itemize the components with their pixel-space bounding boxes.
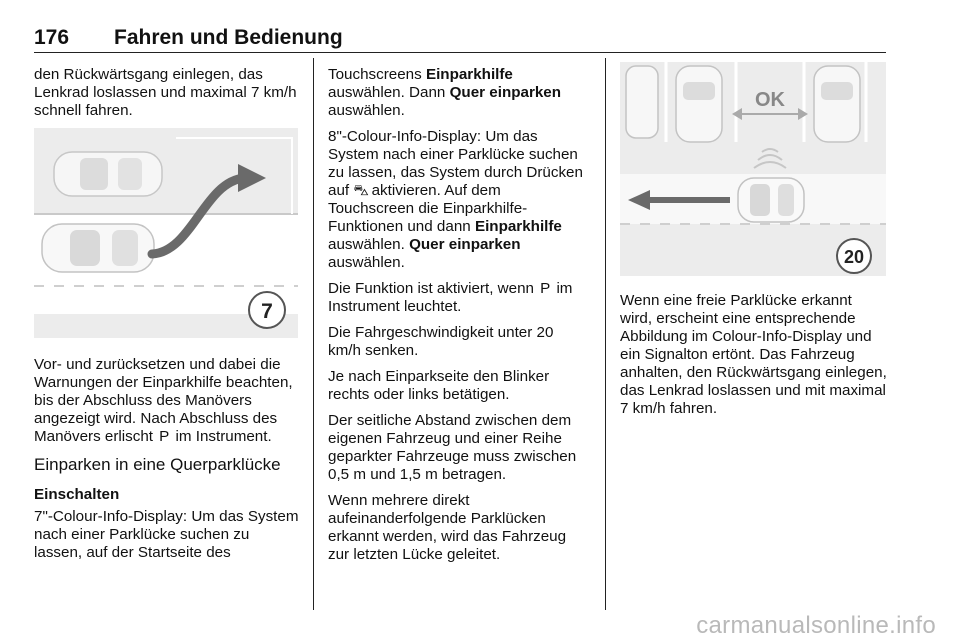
figure-7-number: 7 <box>261 300 273 323</box>
watermark: carmanualsonline.info <box>696 612 936 639</box>
col1-p2: 7"-Colour-Info-Display: Um das System nach einer Parklücke suchen zu lassen, auf der Startseite des <box>34 508 299 561</box>
subheading-einschalten: Einschalten <box>34 486 120 503</box>
col2-p5: Je nach Einparkseite den Blinker rechts oder links betätigen. <box>328 368 550 403</box>
car-button-icon: ⛍ <box>353 182 370 199</box>
column-2 <box>328 66 590 572</box>
own-car <box>42 224 154 272</box>
col1-intro: den Rückwärtsgang einlegen, das Lenkrad loslassen und maximal 7 km/h schnell fahren. <box>34 66 297 119</box>
park-assist-icon: P <box>159 428 170 445</box>
column-3 <box>620 292 888 426</box>
col2-p1-c: auswählen. Dann <box>328 84 446 101</box>
col2-p1-a: Touchscreens <box>328 66 422 83</box>
col1-p1-text: Vor- und zurücksetzen und dabei die Warnungen der Einparkhilfe beachten, bis der Abschluss des Manövers angezeigt wird. Nach Abschluss des Manövers erlischt <box>34 356 293 445</box>
page-title: Fahren und Bedienung <box>114 26 343 49</box>
col1-p1-end: im Instrument. <box>175 428 272 445</box>
col2-p2-b: aktivieren. Auf dem Touchscreen die Einparkhilfe-Funktionen und dann <box>328 182 528 235</box>
col2-p6: Der seitliche Abstand zwischen dem eigenen Fahrzeug und einer Reihe geparkter Fahrzeuge muss zwischen 0,5 m und 1,5 m betragen. <box>328 412 577 483</box>
park-assist-icon-2: P <box>540 280 551 297</box>
menu-einparkhilfe: Einparkhilfe <box>425 66 513 83</box>
col2-p7: Wenn mehrere direkt aufeinanderfolgende Parklücken erkannt werden, wird das Fahrzeug zur letzten Lücke geleitet. <box>328 492 567 563</box>
parking-diagram-7 <box>34 128 298 338</box>
column-1-lower <box>34 356 300 570</box>
menu-quer-einparken: Quer einparken <box>449 84 562 101</box>
column-1 <box>34 66 300 128</box>
col2-p2-d: auswählen. <box>328 236 405 253</box>
figure-7 <box>34 128 298 338</box>
column-divider-2 <box>605 58 606 610</box>
parking-diagram-20 <box>620 62 886 276</box>
page-header <box>34 26 926 52</box>
figure-20 <box>620 62 886 276</box>
col2-p1-e: auswählen. <box>328 102 405 119</box>
page-number: 176 <box>34 26 70 49</box>
ok-label: OK <box>755 89 785 111</box>
figure-20-number: 20 <box>843 247 865 267</box>
col2-p2-f: auswählen. <box>328 254 405 271</box>
menu-einparkhilfe-2: Einparkhilfe <box>474 218 562 235</box>
header-divider <box>34 52 886 53</box>
col2-p2-a: 8"-Colour-Info-Display: Um das System nach einer Parklücke suchen zu lassen, das System durch Drücken auf <box>328 128 583 199</box>
section-heading: Einparken in eine Querparklücke <box>34 455 281 474</box>
menu-quer-einparken-2: Quer einparken <box>409 236 521 253</box>
col3-p1: Wenn eine freie Parklücke erkannt wird, erscheint eine entsprechende Abbildung im Colour-Info-Display und ein Signalton ertönt. Das Fahrzeug anhalten, den Rückwärtsgang einlegen, das Lenkrad loslassen und mit maximal 7 km/h fahren. <box>620 292 887 417</box>
col2-p3-b: im Instrument leuchtet. <box>328 280 573 315</box>
column-divider-1 <box>313 58 314 610</box>
col2-p3-a: Die Funktion ist aktiviert, wenn <box>328 280 534 297</box>
col2-p4: Die Fahrgeschwindigkeit unter 20 km/h senken. <box>328 324 554 359</box>
parked-car <box>54 152 162 196</box>
